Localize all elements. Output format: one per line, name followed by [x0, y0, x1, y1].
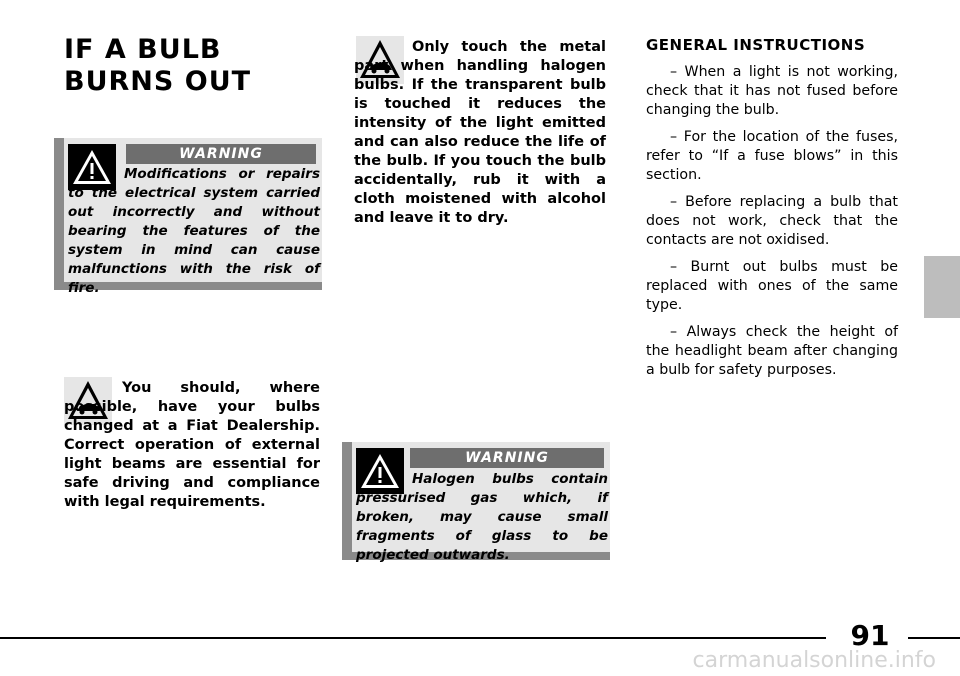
warning-banner: WARNING [410, 448, 604, 468]
footer-rule-left [0, 637, 826, 639]
halogen-handling-text: Only touch the metal part when handling halogen bulbs. If the transparent bulb is touched it reduces the intensity of the light emitted and can also reduce the life of the bulb. If you touch the bulb accidentally, rub it with a cloth moistened with alcohol and leave it to dry. [354, 39, 606, 226]
instruction-item: – Always check the height of the headlight beam after changing a bulb for safety purposes. [646, 324, 898, 378]
page-number: 91 [850, 619, 890, 652]
warning-text-content: Modifications or repairs to the electrical system carried out incorrectly and without bearing the features of the system in mind can cause malfunctions with the risk of fire. [68, 166, 320, 296]
warning-text [68, 165, 320, 298]
halogen-handling-note [354, 38, 606, 228]
general-instructions-heading: GENERAL INSTRUCTIONS [646, 36, 866, 54]
warning-text [356, 470, 608, 565]
warning-text-content: Halogen bulbs contain pressurised gas which, if broken, may cause small fragments of glass to be projected outwards. [356, 471, 608, 563]
box-shadow-left [54, 138, 64, 290]
instruction-item: – Before replacing a bulb that does not work, check that the contacts are not oxidised. [646, 194, 898, 248]
general-instructions [646, 36, 898, 388]
footer-rule-right [908, 637, 960, 639]
warning-banner: WARNING [126, 144, 316, 164]
warning-box-halogen [342, 442, 610, 563]
instruction-item: – Burnt out bulbs must be replaced with ones of the same type. [646, 259, 898, 313]
instruction-item: – For the location of the fuses, refer to “If a fuse blows” in this section. [646, 129, 898, 183]
title-line-2: BURNS OUT [64, 66, 252, 97]
warning-box-electrical [54, 138, 322, 296]
box-shadow-left [342, 442, 352, 560]
page-title [64, 34, 251, 98]
instruction-item: – When a light is not working, check that it has not fused before changing the bulb. [646, 64, 898, 118]
watermark: carmanualsonline.info [692, 648, 936, 673]
dealer-note-text: You should, where possible, have your bulbs changed at a Fiat Dealership. Correct operation of external light beams are essential for safe driving and compliance with legal requirements. [64, 380, 320, 510]
title-line-1: IF A BULB [64, 34, 222, 65]
section-tab [924, 256, 960, 318]
dealer-note [64, 379, 320, 512]
